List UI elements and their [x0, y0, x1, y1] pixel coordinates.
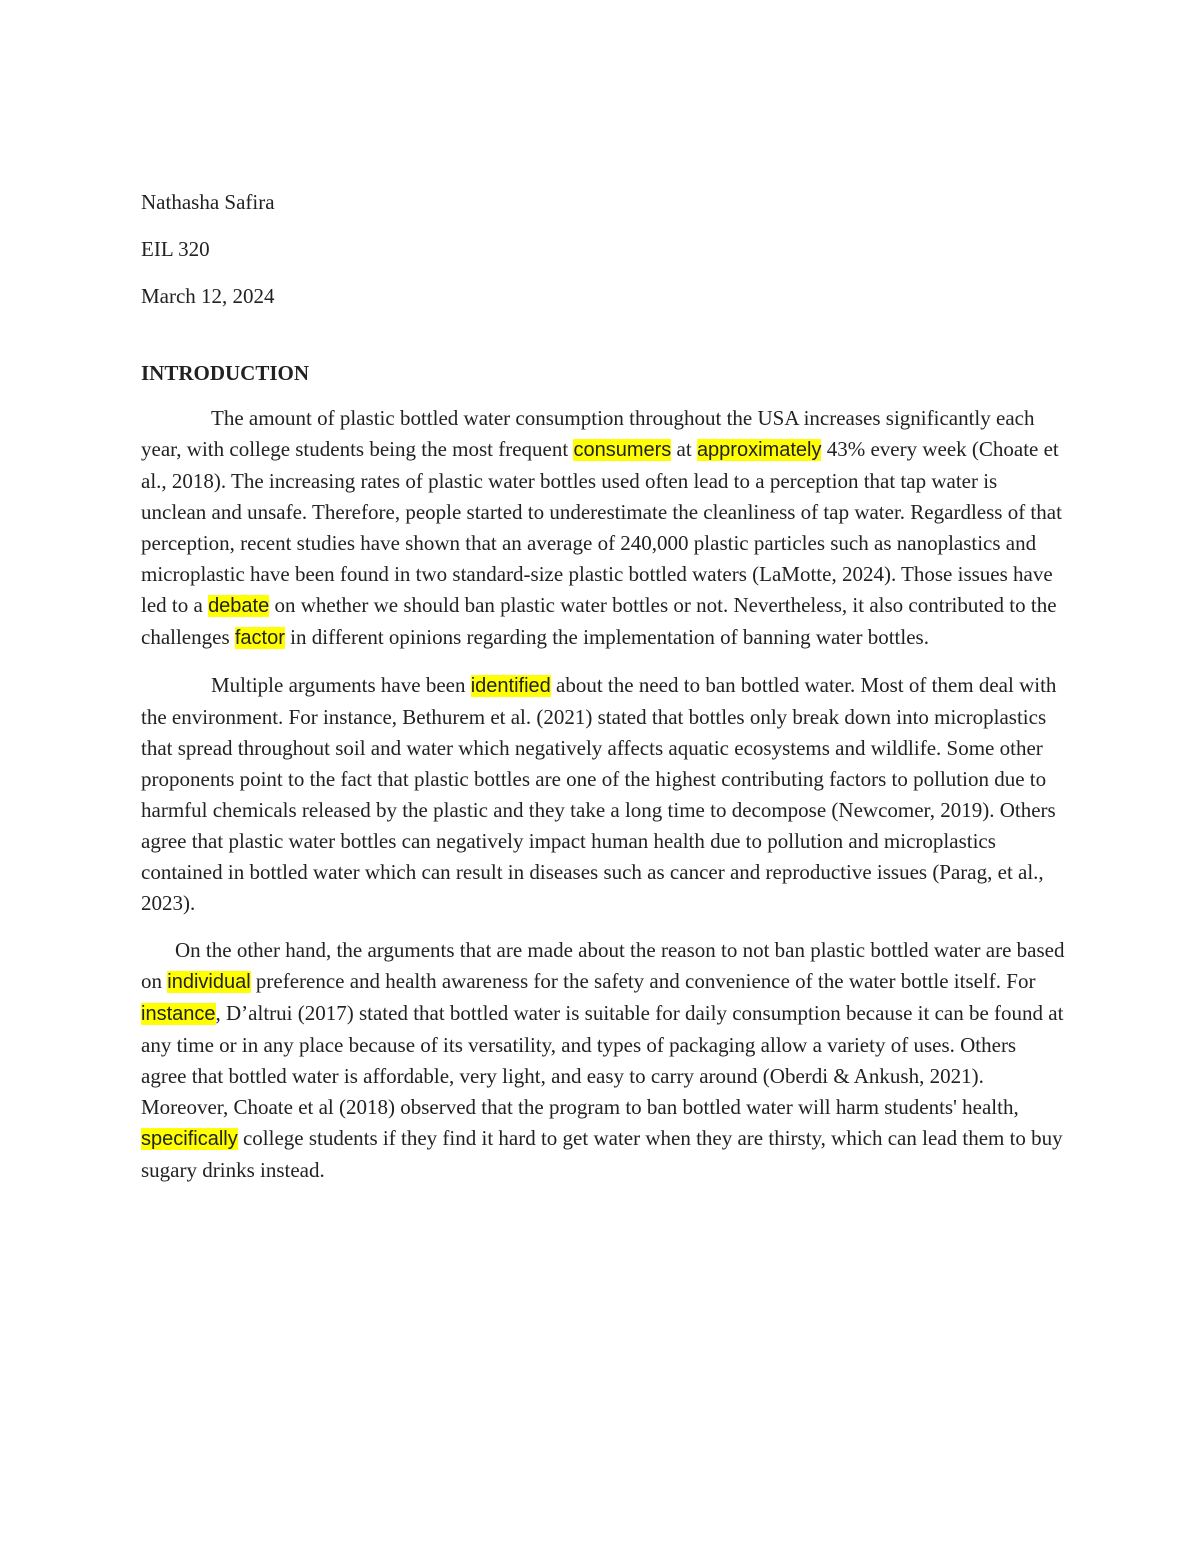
highlighted-word: approximately: [696, 439, 822, 461]
course-code: EIL 320: [141, 237, 210, 261]
document-date: March 12, 2024: [141, 284, 275, 308]
paragraph-text: On the other hand, the arguments that are made about the reason to not ban plastic bottled water are based on: [141, 938, 1065, 993]
paragraph-text: college students if they find it hard to get water when they are thirsty, which can lead them to buy sugary drinks instead.: [141, 1126, 1063, 1182]
paragraph-text: preference and health awareness for the safety and convenience of the water bottle itself. For: [250, 969, 1036, 993]
paragraph-text: Multiple arguments have been: [211, 673, 471, 697]
highlighted-word: individual: [167, 971, 251, 993]
author-name: Nathasha Safira: [141, 190, 275, 214]
paragraph-3: [141, 935, 1066, 1186]
paragraph-1: [141, 403, 1066, 654]
highlighted-word: debate: [208, 595, 270, 617]
paragraph-text: The amount of plastic bottled water consumption throughout the USA increases significantly each year, with college students being the most frequent: [141, 406, 1035, 461]
paragraph-text: about the need to ban bottled water. Most of them deal with the environment. For instance, Bethurem et al. (2021) stated that bottles only break down into microplastics that spread throughout soil and water which negatively affects aquatic ecosystems and wildlife. Some other proponents point to the fact that plastic bottles are one of the highest contributing factors to pollution due to harmful chemicals released by the plastic and they take a long time to decompose (Newcomer, 2019). Others agree that plastic water bottles can negatively impact human health due to pollution and microplastics contained in bottled water which can result in diseases such as cancer and reproductive issues (Parag, et al., 2023).: [141, 673, 1057, 915]
paragraph-text: at: [671, 437, 697, 461]
document-body: [141, 187, 1066, 1202]
section-heading: INTRODUCTION: [141, 361, 310, 385]
paragraph-2: [141, 670, 1066, 919]
highlighted-word: consumers: [573, 439, 672, 461]
highlighted-word: factor: [234, 627, 285, 649]
paragraph-text: , D’altrui (2017) stated that bottled water is suitable for daily consumption because it can be found at any time or in any place because of its versatility, and types of packaging allow a variety of uses. Others agree that bottled water is affordable, very light, and easy to carry around (Oberdi & Ankush, 2021). Moreover, Choate et al (2018) observed that the program to ban bottled water will harm students' health,: [141, 1001, 1064, 1119]
paragraph-text: 43% every week (Choate et al., 2018). The increasing rates of plastic water bottles used often lead to a perception that tap water is unclean and unsafe. Therefore, people started to underestimate the cleanliness of tap water. Regardless of that perception, recent studies have shown that an average of 240,000 plastic particles such as nanoplastics and microplastic have been found in two standard-size plastic bottled waters (LaMotte, 2024). Those issues have led to a: [141, 437, 1062, 617]
highlighted-word: instance: [141, 1003, 216, 1025]
paragraph-text: in different opinions regarding the implementation of banning water bottles.: [284, 625, 929, 649]
highlighted-word: identified: [470, 675, 551, 697]
paragraph-text: on whether we should ban plastic water bottles or not. Nevertheless, it also contributed to the challenges: [141, 593, 1057, 649]
highlighted-word: specifically: [141, 1128, 238, 1150]
